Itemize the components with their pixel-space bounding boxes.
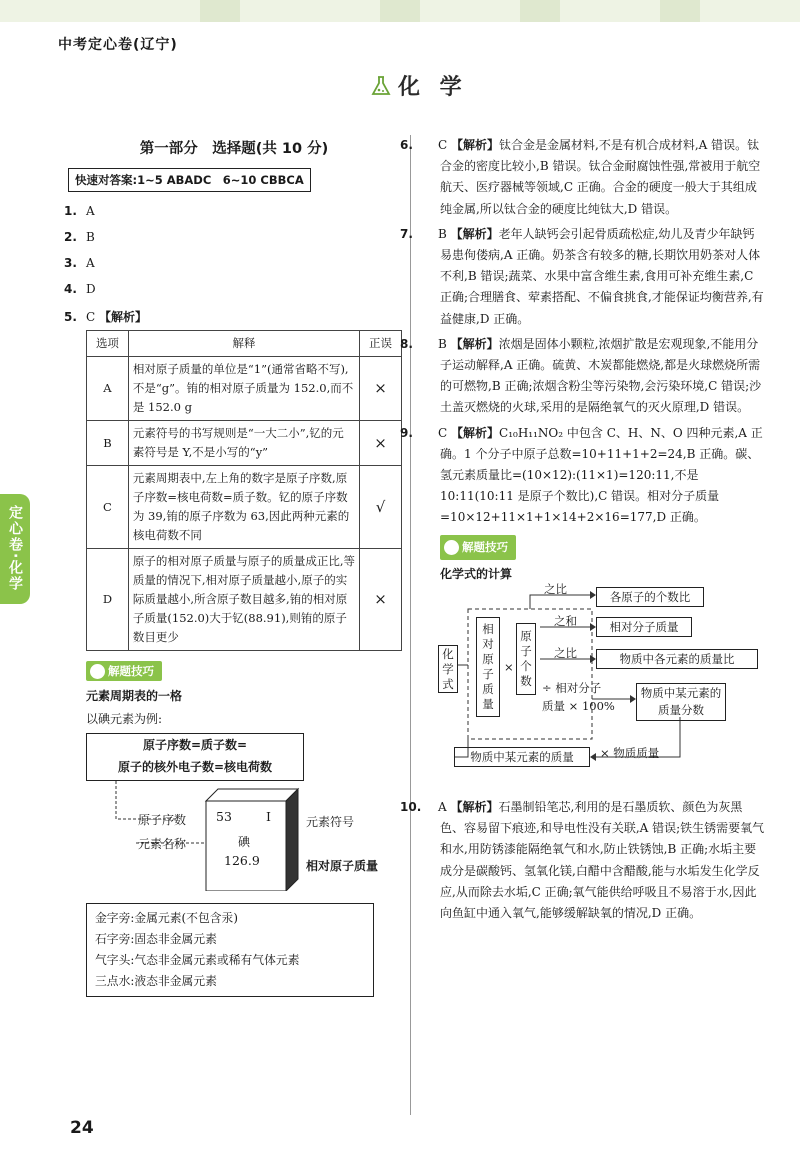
answer-6: 6. C 【解析】钛合金是金属材料,不是有机合成材料,A 错误。钛合金的密度比较小,B 错误。钛合金耐腐蚀性强,常被用于航空航天、医疗器械等领域,C 正确。合金的硬度一般大于其组成纯金属,所以钛合金的硬度比纯钛大,D 错误。 [400,138,761,216]
table-header: 解释 [128,331,359,357]
sum-label: 之和 [554,614,577,629]
quick-answer-box: 快速对答案:1~5 ABADC 6~10 CBBCA [68,168,311,192]
tip-title: 化学式的计算 [440,566,513,581]
book-header: 中考定心卷(辽宁) [58,37,178,53]
times-sign: × [504,660,514,675]
table-header: 正误 [360,331,402,357]
tip-badge: 解题技巧 [440,535,516,560]
explanation-table [86,330,402,651]
column-divider [410,135,411,1115]
answer-10: 10. A 【解析】石墨制铅笔芯,利用的是石墨质软、颜色为灰黑色、容易留下痕迹,和导电性没有关联,A 错误;铁生锈需要氧气和水,用防锈漆能隔绝氧气和水,防止铁锈蚀,B 正确;水垢主要成分是碳酸钙、氢氧化镁,白醋中含醋酸,能与水垢发生化学反应,从而除去水垢,C 正确;氧气能供给呼吸且不易溶于水,因此向鱼缸中通入氧气,能够缓解缺氧的情况,D 正确。 [400,800,765,921]
ratio-label-2: 之比 [554,646,577,661]
key-icon [444,540,459,555]
table-row: B 元素符号的书写规则是“一大二小”,钇的元素符号是 Y,不是小写的“y” × [87,421,402,466]
label-element-name: 元素名称 [138,837,187,851]
table-header: 选项 [87,331,129,357]
radical-item: 气字头:气态非金属元素或稀有气体元素 [95,953,300,967]
section-title: 第一部分 选择题(共 10 分) [139,141,329,157]
ratio-label-1: 之比 [544,582,567,597]
subject-name: 化 学 [398,75,468,100]
left-column [64,135,404,1023]
cell-number: 53 [216,809,232,824]
top-banner [0,0,800,22]
cell-mass: 126.9 [224,853,260,868]
divide-label: ÷ 相对分子 质量 × 100% [542,681,615,714]
radical-item: 金字旁:金属元素(不包含汞) [95,911,238,925]
atom-count-box: 原子个数 [516,623,536,695]
answer-7: 7. B 【解析】老年人缺钙会引起骨质疏松症,幼儿及青少年缺钙易患佝偻病,A 正确。奶茶含有较多的糖,长期饮用奶茶对人体不利,B 错误;蔬菜、水果中富含维生素,食用可补充维生素,C 正确;合理膳食、荤素搭配、不偏食挑食,才能保证均衡营养,有益健康,D 正确。 [400,226,764,326]
box-line-1: 原子序数=质子数= [142,738,248,752]
result-element-mass: 物质中某元素的质量 [454,747,590,767]
table-row: C 元素周期表中,左上角的数字是原子序数,原子序数=核电荷数=质子数。钇的原子序数为 39,铕的原子序数为 63,因此两种元素的核电荷数不同 √ [87,466,402,549]
formula-diagram [420,582,765,797]
relative-mass-box: 相对原子质量 [476,617,500,717]
answer-4: 4. D [64,282,96,296]
answer-8: 8. B 【解析】浓烟是固体小颗粒,浓烟扩散是宏观现象,不能用分子运动解释,A 正确。硫黄、木炭都能燃烧,都是火球燃烧所需的可燃物,B 正确;浓烟含粉尘等污染物,会污染环境,C 错误;沙土盖灭燃烧的火球,采用的是隔绝氧气的灭火原理,D 错误。 [400,336,762,415]
tip-intro: 以碘元素为例: [86,712,163,726]
cell-name: 碘 [238,835,251,849]
subject-title [370,70,468,101]
tip-badge: 解题技巧 [86,661,162,681]
table-row: A 相对原子质量的单位是“1”(通常省略不写),不是“g”。铕的相对原子质量为 152.0,而不是 152.0 g × [87,357,402,421]
table-row: D 原子的相对原子质量与原子的质量成正比,等质量的情况下,相对原子质量越小,原子的实际质量越小,所含原子数目越多,铕的相对原子质量(152.0)大于钇(88.91),则铕的原子数目更少 × [87,549,402,651]
radical-item: 石字旁:固态非金属元素 [95,932,217,946]
side-tab: 定心卷·化学 [0,494,30,604]
formula-box: 化学式 [438,645,458,693]
element-cell-diagram [86,733,402,1023]
box-line-2: 原子的核外电子数=核电荷数 [117,760,273,774]
cell-symbol: I [266,809,271,824]
answer-3: 3. A [64,256,95,270]
answer-1: 1. A [64,204,95,218]
flask-icon [370,75,392,97]
label-atomic-number: 原子序数 [138,813,187,827]
tip-title: 元素周期表的一格 [86,689,183,703]
result-mass-fraction: 物质中某元素的质量分数 [636,683,726,721]
answer-2: 2. B [64,230,95,244]
result-mass-ratio: 物质中各元素的质量比 [596,649,758,669]
answer-9: 9. C 【解析】C₁₀H₁₁NO₂ 中包含 C、H、N、O 四种元素,A 正确。1 个分子中原子总数=10+11+1+2=24,B 正确。碳、氢元素质量比=(10×12):(11×1)=120:11,不是 10:11(10:11 是原子个数比),C 错误。相对分子质量=10×12+11×1+1×14+2×16=177,D 正确。 [400,425,763,525]
multiply-mass-label: × 物质质量 [600,746,660,761]
result-molecular-mass: 相对分子质量 [596,617,692,637]
page-number: 24 [70,1118,94,1138]
right-column [400,135,765,924]
label-mass: 相对原子质量 [306,859,379,873]
answer-5: 5. C 【解析】 [64,310,148,324]
key-icon [90,664,105,679]
label-symbol: 元素符号 [306,815,355,829]
result-atom-ratio: 各原子的个数比 [596,587,704,607]
radical-item: 三点水:液态非金属元素 [95,974,217,988]
radical-box [86,903,374,997]
